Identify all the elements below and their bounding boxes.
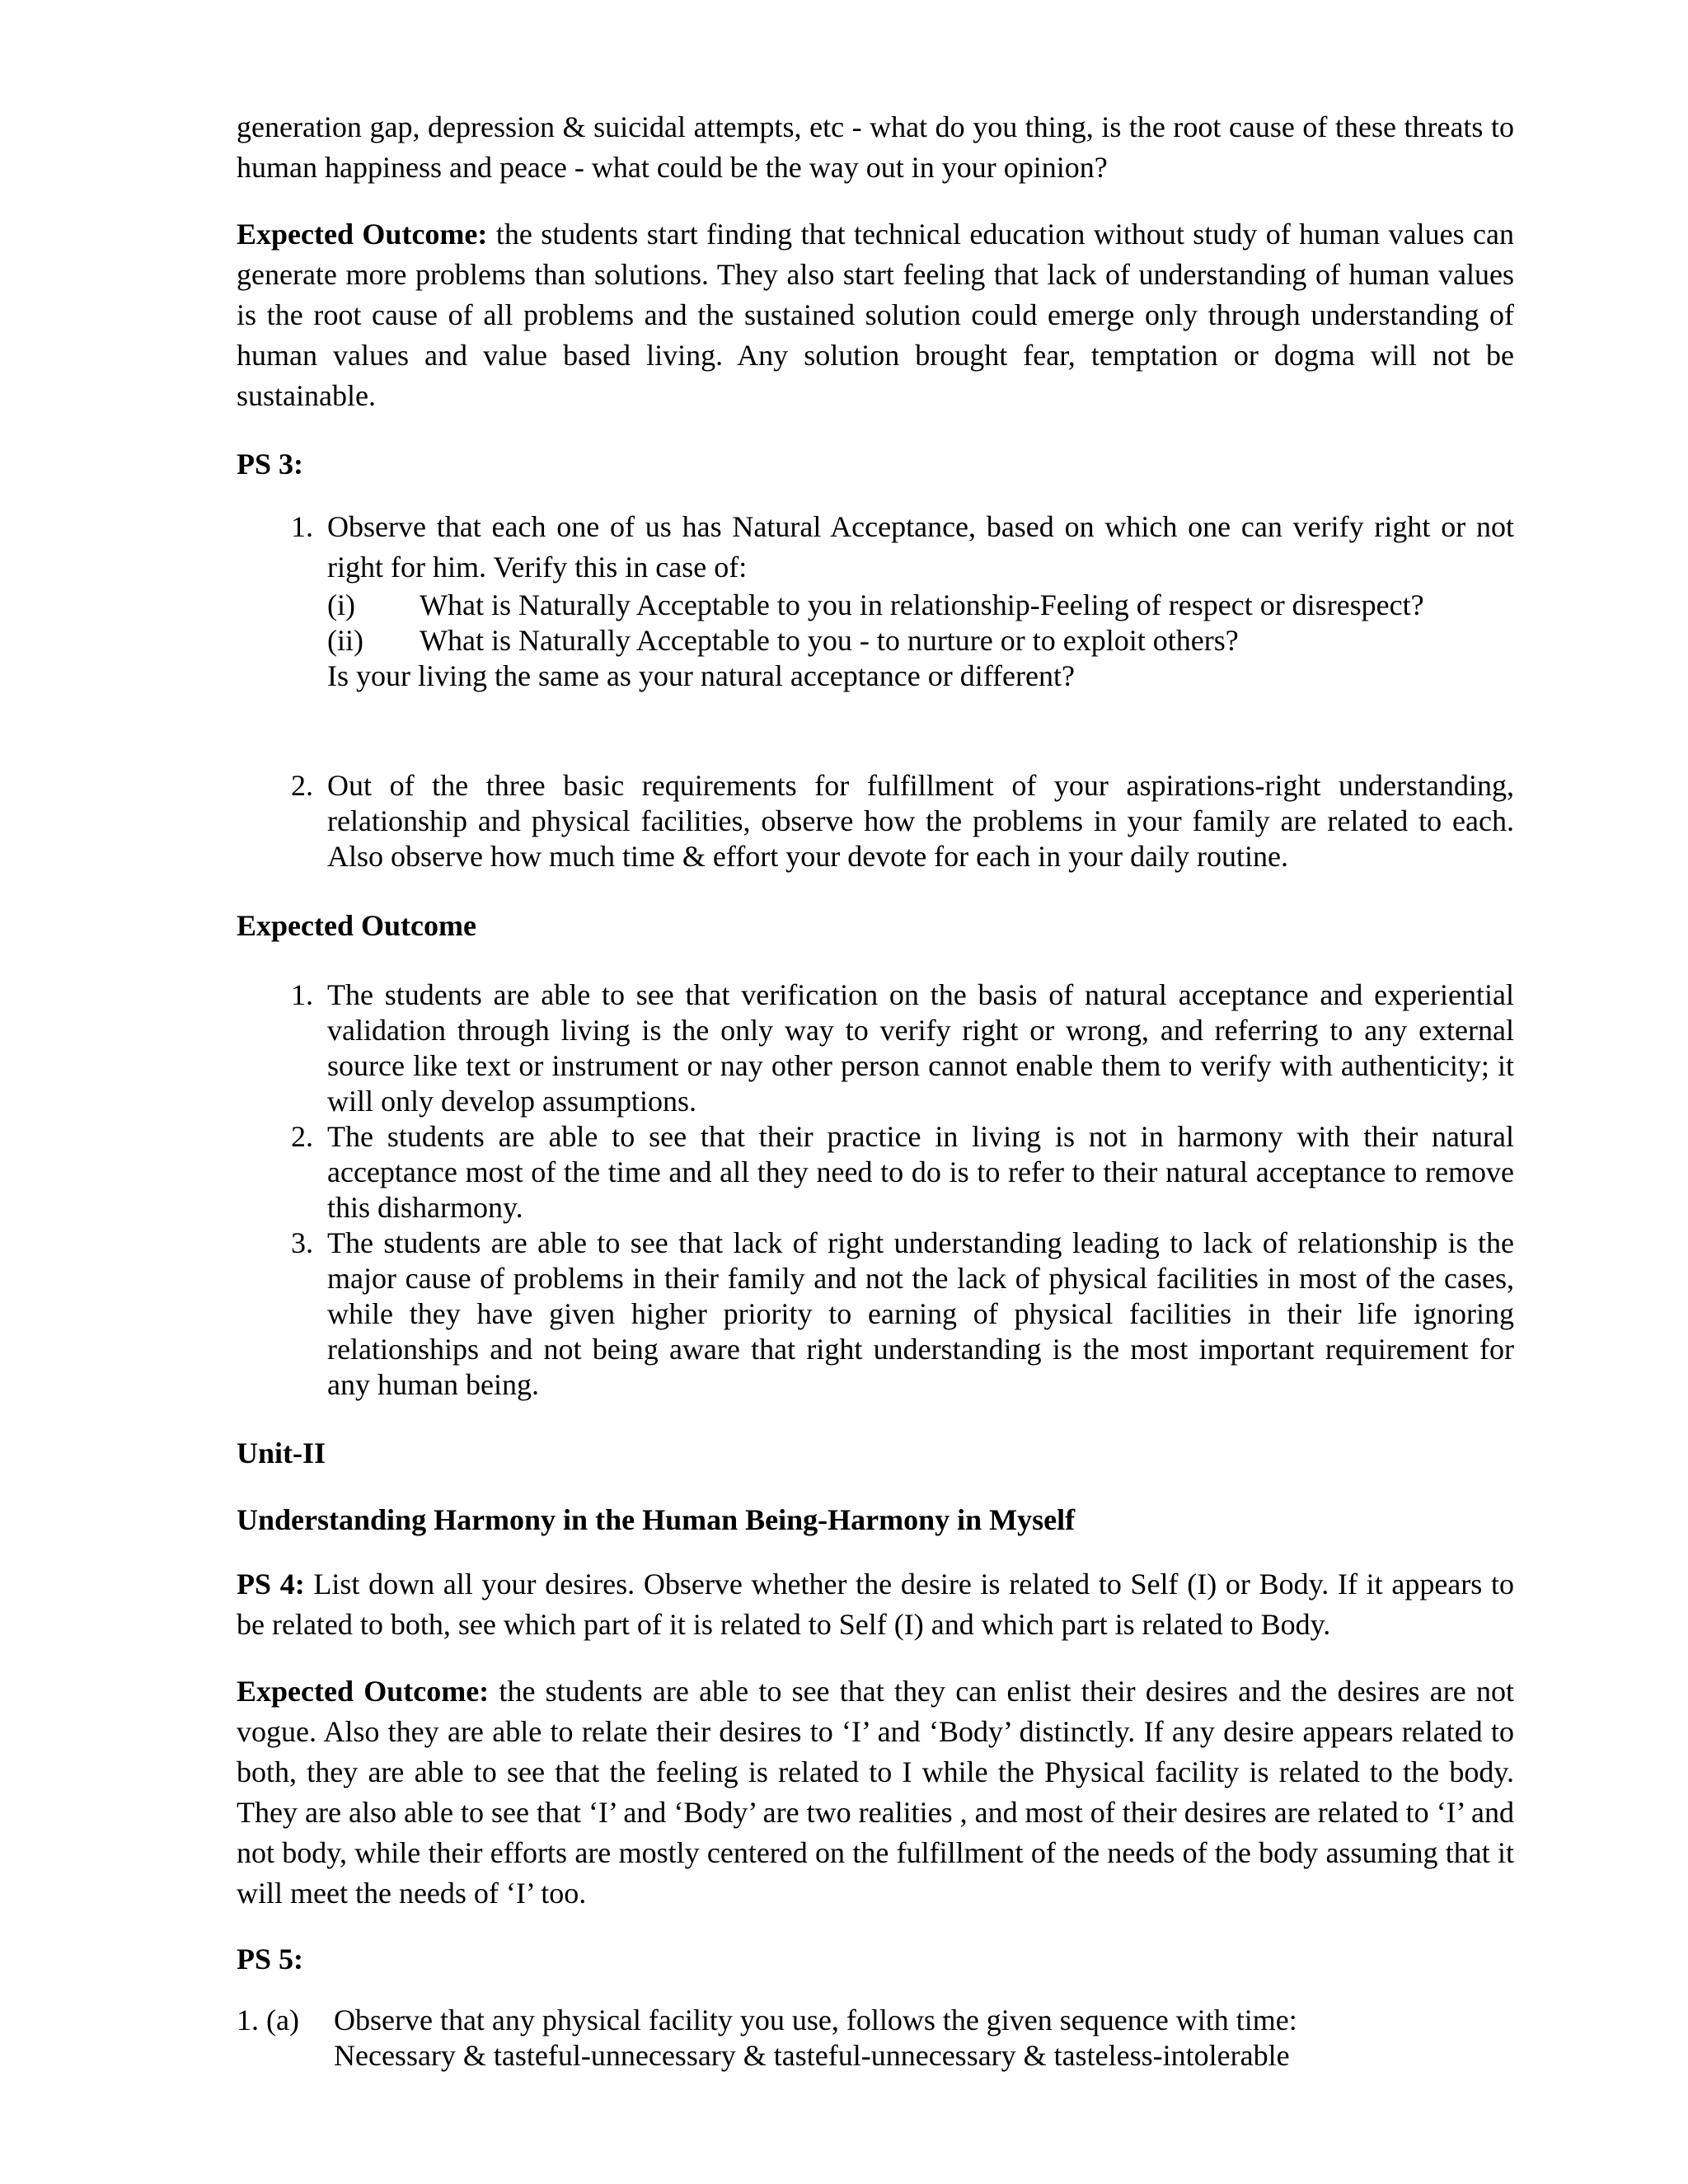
ps5-line-1: Observe that any physical facility you use, follows the given sequence with time:: [334, 2004, 1297, 2036]
intro-paragraph: generation gap, depression & suicidal attempts, etc - what do you thing, is the root cause of these threats to human happiness and peace - what could be the way out in your opinion?: [237, 110, 1514, 184]
ps3-item-2-text: Out of the three basic requirements for fulfillment of your aspirations-right understanding, relationship and physical facilities, observe how the problems in your family are related to each. Also observe how much time & effort your devote for each in your daily routine.: [327, 769, 1514, 873]
ps4-label: PS 4:: [237, 1568, 305, 1601]
list-item-text: The students are able to see that lack of right understanding leading to lack of relationship is the major cause of problems in their family and not the lack of physical facilities in most of the cases, while they have given higher priority to earning of physical facilities in their life ignoring relationships and not being aware that right understanding is the most important requirement for any human being.: [327, 1226, 1514, 1401]
outcome-text: the students are able to see that they can enlist their desires and the desires are not vogue. Also they are able to relate their desires to ‘I’ and ‘Body’ distinctly. If any desire appears related to both, they are able to see that the feeling is related to I while the Physical facility is related to the body. They are also able to see that ‘I’ and ‘Body’ are two realities , and most of their desires are related to ‘I’ and not body, while their efforts are mostly centered on the fulfillment of the needs of the body assuming that it will meet the needs of ‘I’ too.: [237, 1675, 1514, 1910]
ps5-line-2: Necessary & tasteful-unnecessary & tasteful-unnecessary & tasteless-intolerable: [334, 2039, 1290, 2072]
ps3-heading: PS 3:: [237, 448, 303, 480]
sub-text: What is Naturally Acceptable to you - to nurture or to exploit others?: [420, 624, 1239, 657]
sub-label: (i): [327, 588, 355, 621]
list-number: 2.: [291, 769, 313, 802]
outcome-label: Expected Outcome:: [237, 1675, 490, 1708]
ps3-subitem-ii: [327, 623, 1514, 658]
sub-label: (ii): [327, 624, 363, 657]
unit-heading: Unit-II: [237, 1436, 326, 1469]
expected-outcome-paragraph-2: [237, 1671, 1514, 1914]
expected-outcome-paragraph: [237, 214, 1514, 416]
ps5-item-1a: [237, 2003, 1514, 2077]
ps5-heading: PS 5:: [237, 1943, 303, 1975]
outcome-text: the students start finding that technical education without study of human values can generate more problems than solutions. They also start feeling that lack of understanding of human values is the root cause of all problems and the sustained solution could emerge only through understanding of human values and value based living. Any solution brought fear, temptation or dogma will not be sustainable.: [237, 218, 1514, 412]
ps4-text: List down all your desires. Observe whether the desire is related to Self (I) or Body. If it appears to be related to both, see which part of it is related to Self (I) and which part is related to Body.: [237, 1568, 1515, 1641]
outcome-label: Expected Outcome:: [237, 218, 488, 251]
expected-outcome-heading: Expected Outcome: [237, 909, 476, 942]
list-number: 1.: [291, 510, 313, 543]
list-number: 1. (a): [237, 2004, 299, 2036]
ps4-paragraph: [237, 1564, 1514, 1645]
ps3-subitem-i: [327, 588, 1514, 623]
list-number: 1.: [291, 978, 313, 1011]
list-number: 2.: [291, 1120, 313, 1153]
ps3-item-1-closing: Is your living the same as your natural acceptance or different?: [327, 659, 1075, 692]
ps3-item-2: [237, 768, 1514, 879]
list-number: 3.: [291, 1226, 313, 1259]
expected-outcome-list: [237, 977, 1514, 1422]
sub-text: What is Naturally Acceptable to you in relationship-Feeling of respect or disrespect?: [420, 588, 1424, 621]
unit-subheading: Understanding Harmony in the Human Being-Harmony in Myself: [237, 1503, 1076, 1536]
list-item-text: The students are able to see that their practice in living is not in harmony with their natural acceptance most of the time and all they need to do is to refer to their natural acceptance to remove this disharmony.: [327, 1120, 1514, 1224]
list-item-text: The students are able to see that verification on the basis of natural acceptance and experiential validation through living is the only way to verify right or wrong, and referring to any external source like text or instrument or nay other person cannot enable them to verify with authenticity; it will only develop assumptions.: [327, 978, 1514, 1118]
ps3-item-1: [237, 507, 1514, 705]
ps3-item-1-text: Observe that each one of us has Natural Acceptance, based on which one can verify right or not right for him. Verify this in case of:: [327, 510, 1514, 583]
